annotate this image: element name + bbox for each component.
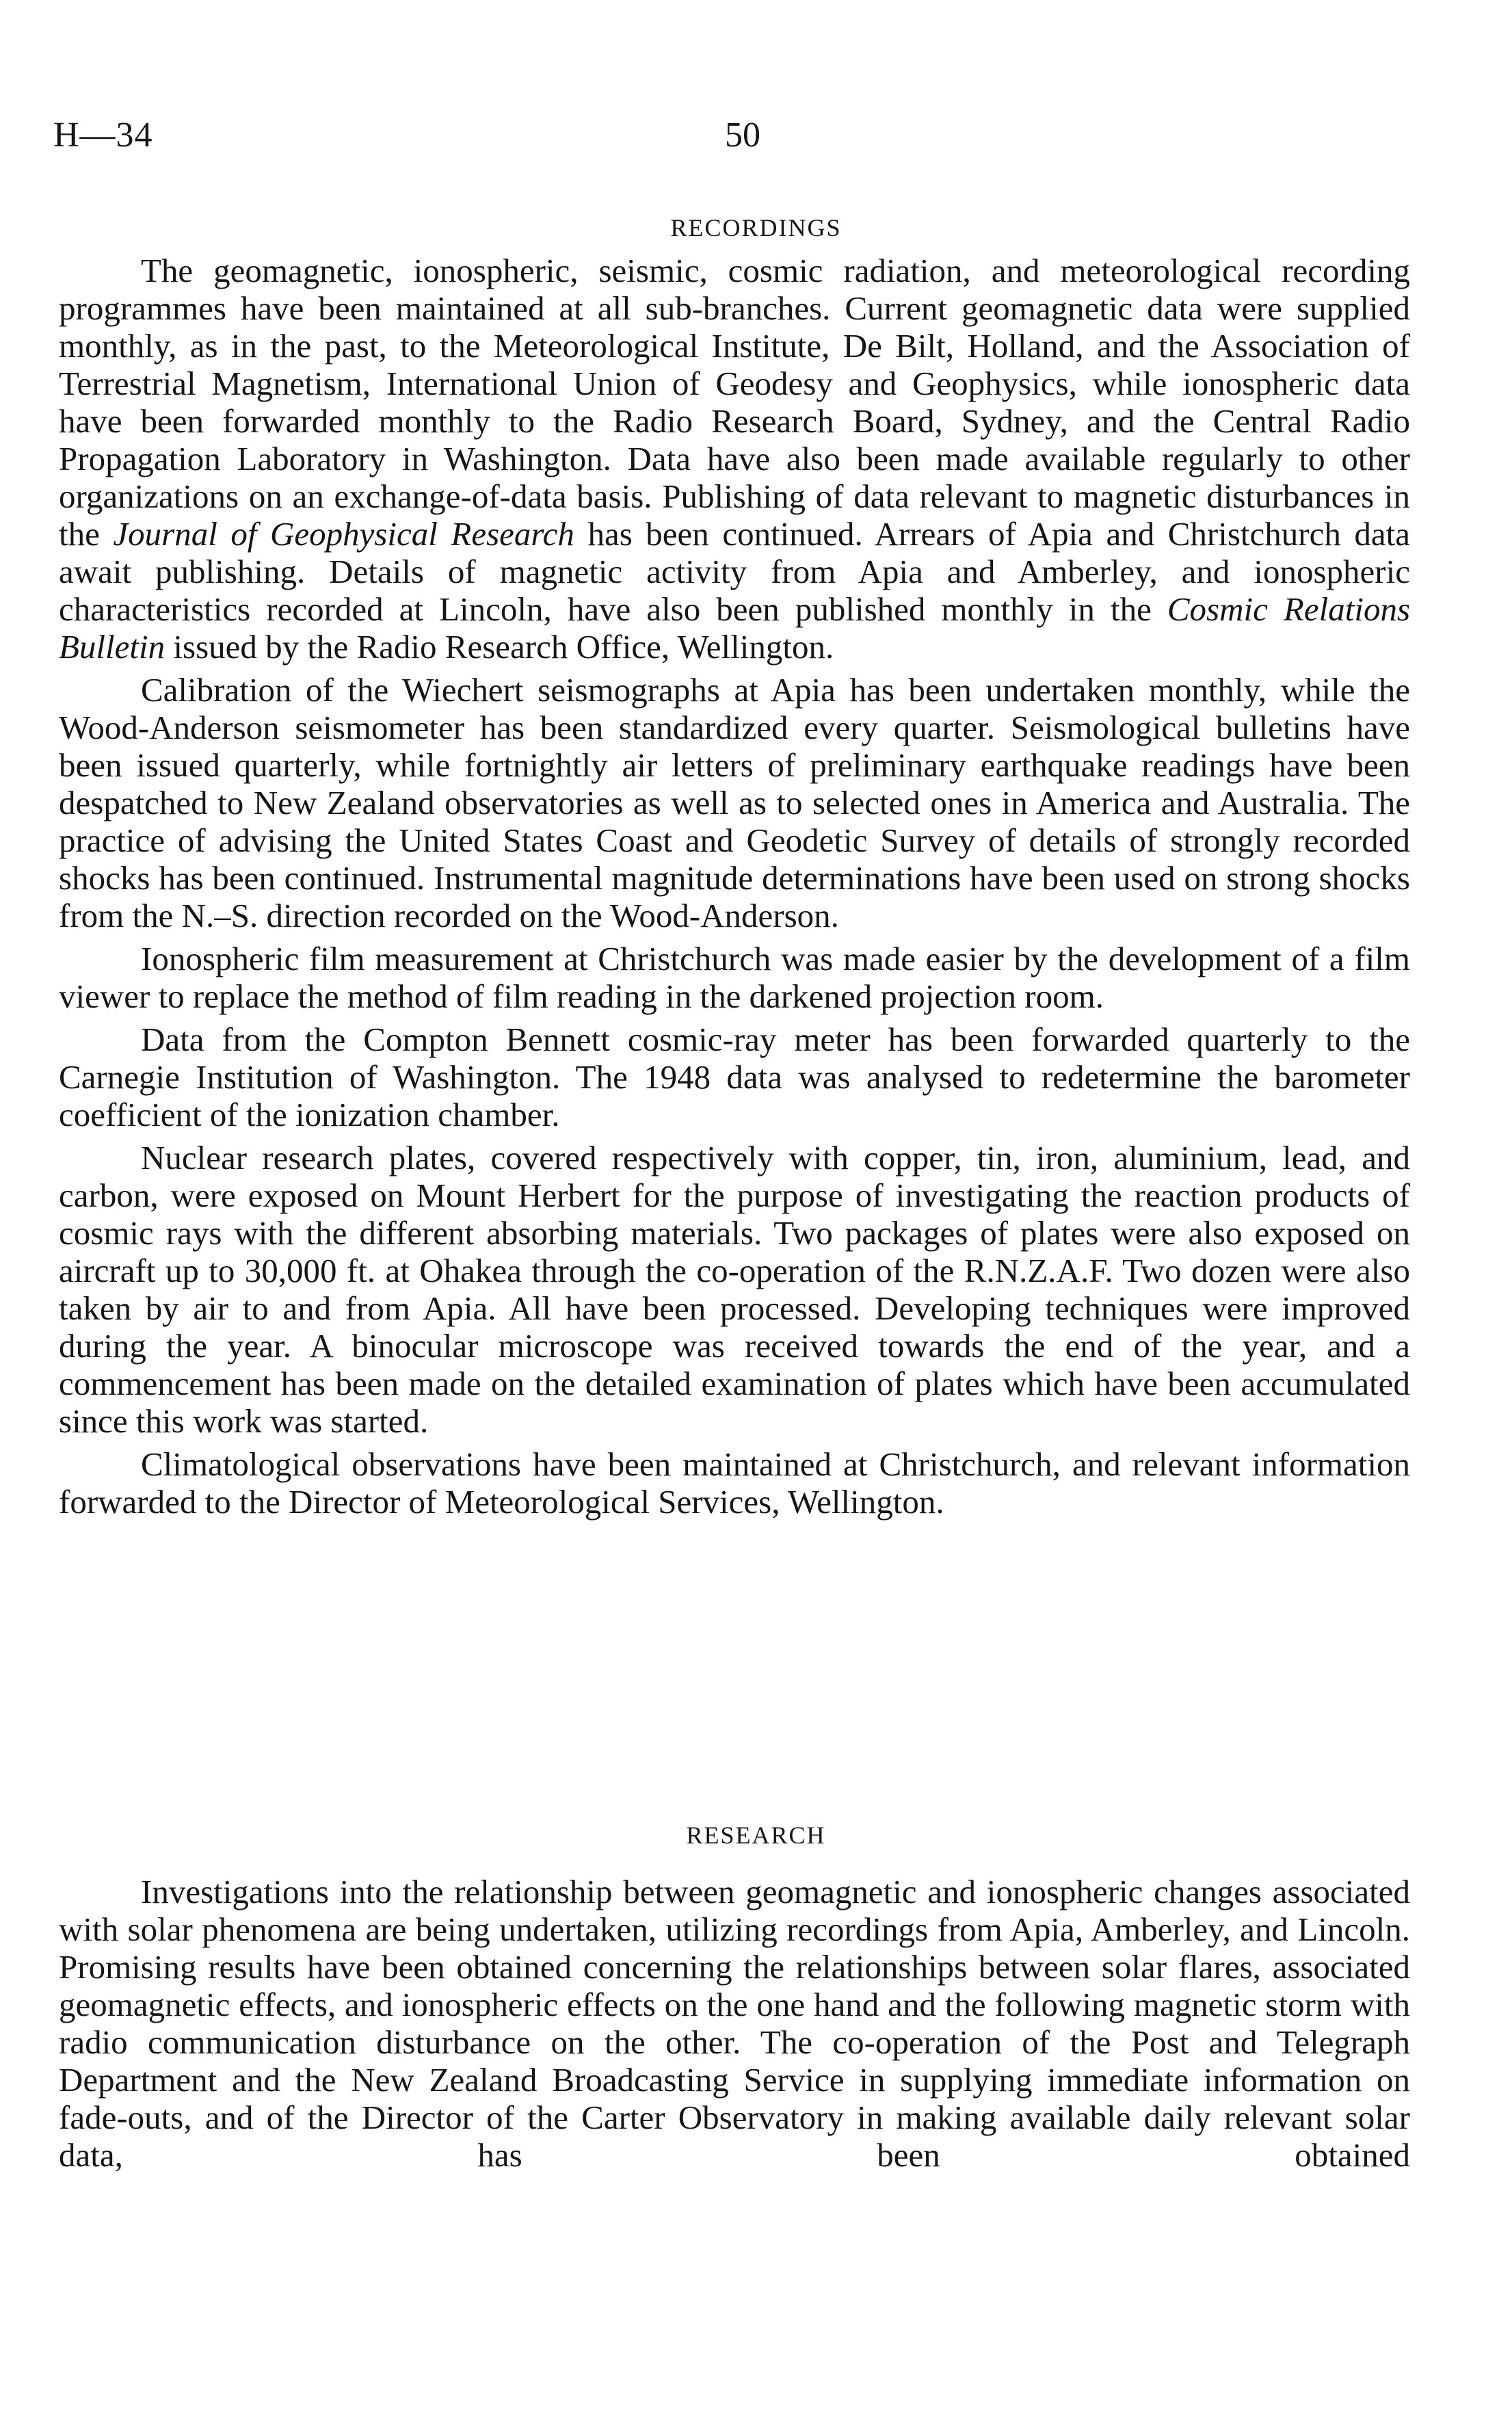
recordings-paragraph-cosmic-ray-meter: Data from the Compton Bennett cosmic-ray meter has been forwarded quarterly to the Carnegie Institution of Washington. The 1948 data was analysed to redetermine the barometer coefficient of the ionization chamber. [59, 1021, 1410, 1133]
recordings-paragraph-seismographs: Calibration of the Wiechert seismographs at Apia has been undertaken monthly, while the Wood-Anderson seismometer has been standardized every quarter. Seismological bulletins have been issued quarterly, while fortnightly air letters of preliminary earthquake readings have been despatched to New Zealand observatories as well as to selected ones in America and Australia. The practice of advising the United States Coast and Geodetic Survey of details of strongly recorded shocks has been continued. Instrumental magnitude determinations have been used on strong shocks from the N.–S. direction recorded on the Wood-Anderson. [59, 671, 1410, 934]
recordings-paragraph-programmes [59, 252, 1410, 666]
research-paragraph-investigations: Investigations into the relationship between geomagnetic and ionospheric changes associated with solar phenomena are being undertaken, utilizing recordings from Apia, Amberley, and Lincoln. Promising results have been obtained concerning the relationships between solar flares, associated geomagnetic effects, and ionospheric effects on the one hand and the following magnetic storm with radio communication disturbance on the other. The co-operation of the Post and Telegraph Department and the New Zealand Broadcasting Service in supplying immediate information on fade-outs, and of the Director of the Carter Observatory in making available daily relevant solar data, has been obtained [59, 1873, 1410, 2174]
recordings-paragraph-climatological: Climatological observations have been maintained at Christchurch, and relevant information forwarded to the Director of Meteorological Services, Wellington. [59, 1445, 1410, 1521]
bulletin-title: Cosmic Relations Bulletin [59, 590, 1411, 666]
paragraph-text: has been continued. Arrears of Apia and Christchurch data await publishing. Details of magnetic activity from Apia and Amberley, and ionospheric characteristics recorded at Lincoln, have also been published monthly in the [59, 515, 1410, 628]
section-heading-recordings: RECORDINGS [670, 214, 842, 241]
recordings-section [59, 252, 1410, 1526]
research-section [59, 1873, 1410, 2179]
section-heading-research: RESEARCH [686, 1822, 826, 1849]
recordings-paragraph-nuclear-plates: Nuclear research plates, covered respectively with copper, tin, iron, aluminium, lead, and carbon, were exposed on Mount Herbert for the purpose of investigating the reaction products of cosmic rays with the different absorbing materials. Two packages of plates were also exposed on aircraft up to 30,000 ft. at Ohakea through the co-operation of the R.N.Z.A.F. Two dozen were also taken by air to and from Apia. All have been processed. Developing techniques were improved during the year. A binocular microscope was received towards the end of the year, and a commencement has been made on the detailed examination of plates which have been accumulated since this work was started. [59, 1139, 1410, 1440]
journal-title: Journal of Geophysical Research [113, 515, 574, 553]
paragraph-text: The geomagnetic, ionospheric, seismic, cosmic radiation, and meteorological recording programmes have been maintained at all sub-branches. Current geomagnetic data were supplied monthly, as in the past, to the Meteorological Institute, De Bilt, Holland, and the Association of Terrestrial Magnetism, International Union of Geodesy and Geophysics, while ionospheric data have been forwarded monthly to the Radio Research Board, Sydney, and the Central Radio Propagation Laboratory in Washington. Data have also been made available regularly to other organizations on an exchange-of-data basis. Publishing of data relevant to magnetic disturbances in the [59, 252, 1410, 553]
document-reference: H—34 [53, 116, 153, 155]
recordings-paragraph-ionospheric-film: Ionospheric film measurement at Christchurch was made easier by the development of a film viewer to replace the method of film reading in the darkened projection room. [59, 940, 1410, 1015]
page-number: 50 [725, 116, 760, 155]
paragraph-text: issued by the Radio Research Office, Wellington. [165, 628, 834, 666]
